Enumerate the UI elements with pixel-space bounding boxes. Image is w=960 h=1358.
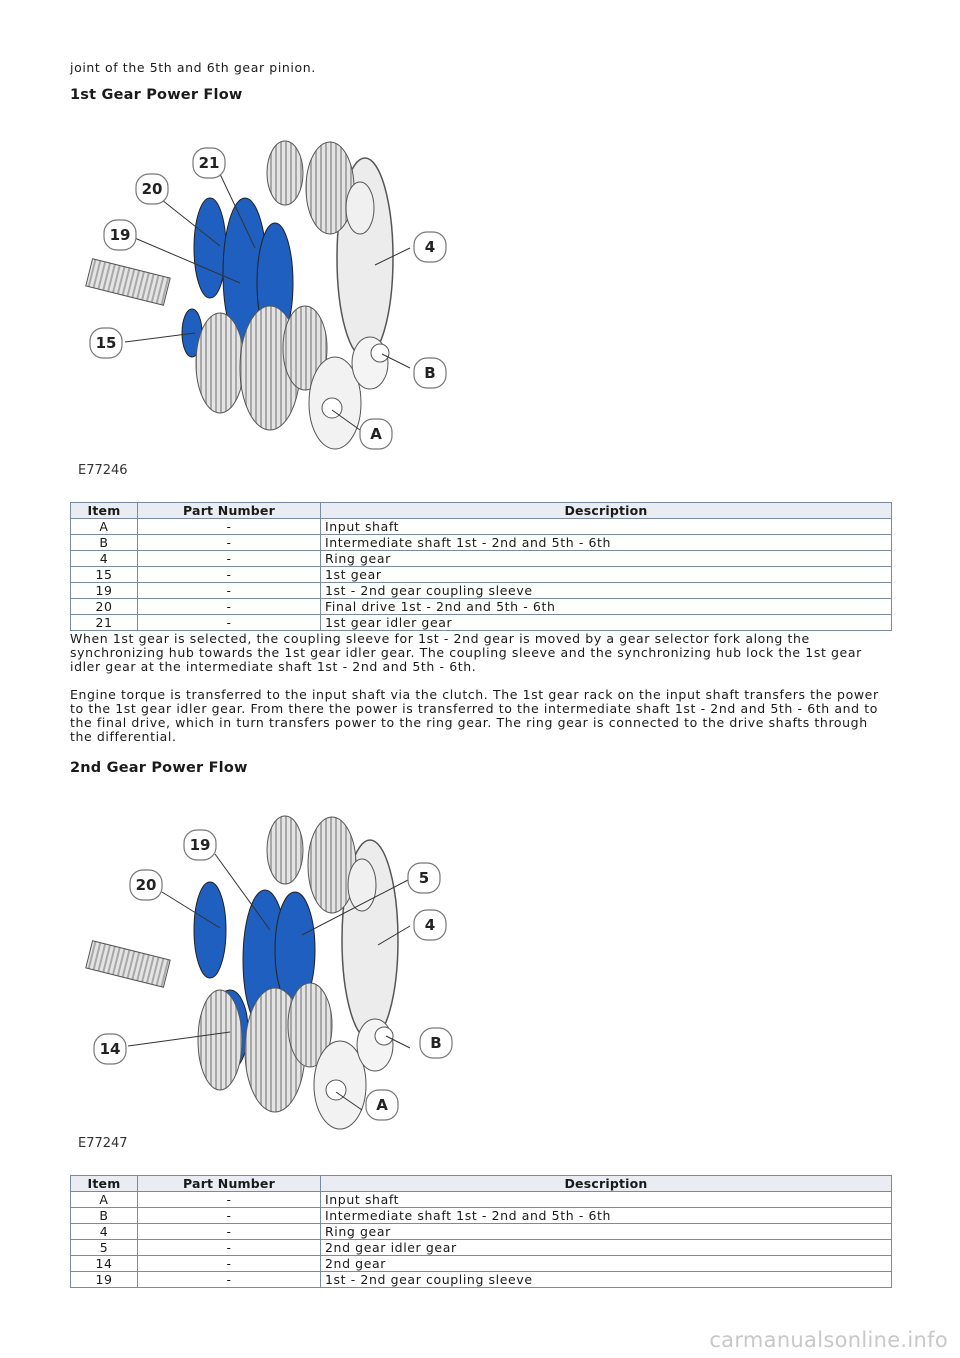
table-cell: - [138, 551, 321, 567]
table-cell: - [138, 1192, 321, 1208]
callout-4: 4 [424, 238, 436, 256]
callout-20: 20 [141, 180, 163, 198]
header-item: Item [71, 1176, 138, 1192]
table-cell: 20 [71, 599, 138, 615]
table-row [71, 615, 892, 631]
paragraph-1st-gear-selection: When 1st gear is selected, the coupling sleeve for 1st - 2nd gear is moved by a gear selector fork along the synchronizing hub towards the 1st gear idler gear. The coupling sleeve and the synchronizing hub lock the 1st gear idler gear at the intermediate shaft 1st - 2nd and 5th - 6th. [70, 631, 862, 674]
table-cell: 4 [71, 1224, 138, 1240]
section-title-2nd-gear: 2nd Gear Power Flow [70, 760, 248, 776]
intro-text: joint of the 5th and 6th gear pinion. [70, 60, 316, 75]
table-cell: - [138, 567, 321, 583]
table-cell: 1st - 2nd gear coupling sleeve [321, 1272, 892, 1288]
table-cell: B [71, 535, 138, 551]
header-description: Description [321, 503, 892, 519]
table-cell: Ring gear [321, 1224, 892, 1240]
table-cell: A [71, 519, 138, 535]
callout-4: 4 [424, 916, 436, 934]
table-cell: - [138, 615, 321, 631]
table-cell: Ring gear [321, 551, 892, 567]
header-part-number: Part Number [138, 1176, 321, 1192]
gear-assembly-illustration-1 [70, 128, 490, 490]
table-cell: 19 [71, 1272, 138, 1288]
table-cell: Intermediate shaft 1st - 2nd and 5th - 6th [321, 535, 892, 551]
parts-table-1st-gear [70, 502, 892, 631]
table-cell: 5 [71, 1240, 138, 1256]
table-cell: B [71, 1208, 138, 1224]
table-cell: 2nd gear [321, 1256, 892, 1272]
table-cell: - [138, 583, 321, 599]
table-row [71, 1192, 892, 1208]
callout-5: 5 [418, 869, 430, 887]
table-cell: - [138, 1224, 321, 1240]
callout-15: 15 [95, 334, 117, 352]
table-cell: 19 [71, 583, 138, 599]
table-row [71, 535, 892, 551]
table-cell: 1st gear idler gear [321, 615, 892, 631]
table-cell: A [71, 1192, 138, 1208]
section-title-1st-gear: 1st Gear Power Flow [70, 87, 243, 103]
table-row [71, 583, 892, 599]
table-row [71, 1224, 892, 1240]
table-cell: Final drive 1st - 2nd and 5th - 6th [321, 599, 892, 615]
table-row [71, 1256, 892, 1272]
table-cell: 21 [71, 615, 138, 631]
figure-1st-gear-power-flow [70, 128, 490, 490]
paragraph-engine-torque: Engine torque is transferred to the input shaft via the clutch. The 1st gear rack on the input shaft transfers the power to the 1st gear idler gear. From there the power is transferred to the intermediate shaft 1st - 2nd and 5th - 6th and to the final drive, which in turn transfers power to the ring gear. The ring gear is connected to the drive shafts through the differential. [70, 687, 879, 744]
table-cell: 14 [71, 1256, 138, 1272]
header-description: Description [321, 1176, 892, 1192]
table-cell: - [138, 519, 321, 535]
callout-b: B [424, 364, 436, 382]
table-row [71, 1272, 892, 1288]
callout-14: 14 [99, 1040, 121, 1058]
table-cell: 4 [71, 551, 138, 567]
table-cell: - [138, 535, 321, 551]
table-cell: - [138, 1272, 321, 1288]
figure-id: E77246 [78, 463, 128, 478]
table-cell: - [138, 1240, 321, 1256]
table-header-row [71, 503, 892, 519]
figure-2nd-gear-power-flow [70, 800, 490, 1160]
table-row [71, 1208, 892, 1224]
table-cell: 1st gear [321, 567, 892, 583]
table-row [71, 567, 892, 583]
table-cell: 1st - 2nd gear coupling sleeve [321, 583, 892, 599]
table-row [71, 519, 892, 535]
table-header-row [71, 1176, 892, 1192]
callout-19: 19 [109, 226, 131, 244]
callout-21: 21 [198, 154, 220, 172]
header-item: Item [71, 503, 138, 519]
callout-b: B [430, 1034, 442, 1052]
header-part-number: Part Number [138, 503, 321, 519]
gear-assembly-illustration-2 [70, 800, 490, 1160]
table-cell: 15 [71, 567, 138, 583]
parts-table-2nd-gear [70, 1175, 892, 1288]
table-cell: - [138, 1256, 321, 1272]
callout-20: 20 [135, 876, 157, 894]
figure-id: E77247 [78, 1136, 128, 1151]
table-cell: Intermediate shaft 1st - 2nd and 5th - 6th [321, 1208, 892, 1224]
callout-a: A [376, 1096, 388, 1114]
callout-19: 19 [189, 836, 211, 854]
table-cell: 2nd gear idler gear [321, 1240, 892, 1256]
table-cell: - [138, 599, 321, 615]
table-row [71, 599, 892, 615]
callout-a: A [370, 425, 382, 443]
table-cell: Input shaft [321, 1192, 892, 1208]
table-cell: Input shaft [321, 519, 892, 535]
table-row [71, 551, 892, 567]
table-row [71, 1240, 892, 1256]
watermark: carmanualsonline.info [709, 1328, 948, 1352]
table-cell: - [138, 1208, 321, 1224]
